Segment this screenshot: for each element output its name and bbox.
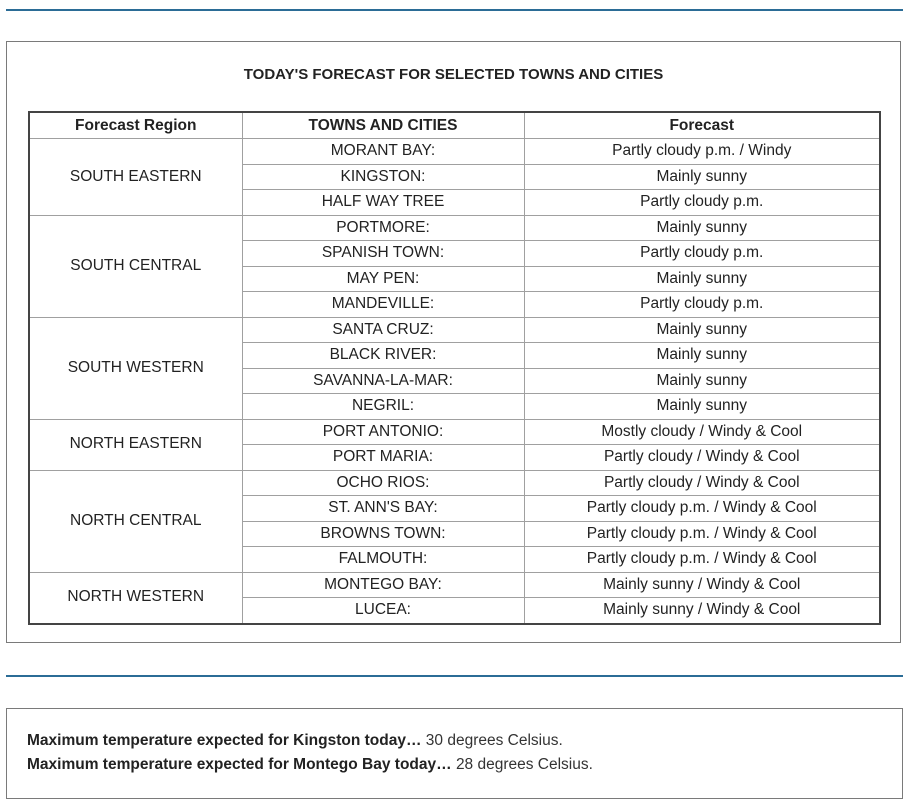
forecast-cell: Partly cloudy p.m. / Windy & Cool xyxy=(524,547,880,573)
forecast-cell: Mainly sunny xyxy=(524,368,880,394)
forecast-table-body xyxy=(29,139,880,624)
region-cell: NORTH CENTRAL xyxy=(29,470,242,572)
montego-bay-temperature-line xyxy=(27,756,593,774)
region-cell: NORTH WESTERN xyxy=(29,572,242,624)
table-row xyxy=(29,572,880,598)
town-cell: BROWNS TOWN: xyxy=(242,521,524,547)
top-divider xyxy=(6,9,903,11)
forecast-cell: Partly cloudy / Windy & Cool xyxy=(524,445,880,471)
forecast-panel xyxy=(6,41,901,643)
forecast-cell: Mostly cloudy / Windy & Cool xyxy=(524,419,880,445)
montego-bay-temperature-value: 28 degrees Celsius. xyxy=(455,756,593,773)
forecast-table xyxy=(28,111,881,625)
town-cell: OCHO RIOS: xyxy=(242,470,524,496)
town-cell: SAVANNA-LA-MAR: xyxy=(242,368,524,394)
forecast-cell: Mainly sunny xyxy=(524,343,880,369)
table-row xyxy=(29,419,880,445)
montego-bay-temperature-label: Maximum temperature expected for Montego Bay today… xyxy=(27,756,452,773)
town-cell: KINGSTON: xyxy=(242,164,524,190)
column-header-region: Forecast Region xyxy=(29,112,242,139)
forecast-cell: Partly cloudy p.m. / Windy & Cool xyxy=(524,521,880,547)
town-cell: PORTMORE: xyxy=(242,215,524,241)
table-row xyxy=(29,215,880,241)
kingston-temperature-line xyxy=(27,732,563,750)
town-cell: BLACK RIVER: xyxy=(242,343,524,369)
town-cell: PORT ANTONIO: xyxy=(242,419,524,445)
kingston-temperature-value: 30 degrees Celsius. xyxy=(425,732,563,749)
forecast-cell: Partly cloudy p.m. / Windy & Cool xyxy=(524,496,880,522)
forecast-cell: Mainly sunny xyxy=(524,164,880,190)
town-cell: NEGRIL: xyxy=(242,394,524,420)
forecast-cell: Partly cloudy p.m. / Windy xyxy=(524,139,880,165)
forecast-cell: Partly cloudy p.m. xyxy=(524,241,880,267)
kingston-temperature-label: Maximum temperature expected for Kingston today… xyxy=(27,732,422,749)
column-header-towns: TOWNS AND CITIES xyxy=(242,112,524,139)
forecast-cell: Partly cloudy p.m. xyxy=(524,190,880,216)
town-cell: PORT MARIA: xyxy=(242,445,524,471)
table-header-row xyxy=(29,112,880,139)
town-cell: FALMOUTH: xyxy=(242,547,524,573)
table-row xyxy=(29,317,880,343)
region-cell: SOUTH WESTERN xyxy=(29,317,242,419)
forecast-title: TODAY'S FORECAST FOR SELECTED TOWNS AND CITIES xyxy=(243,66,664,83)
forecast-cell: Partly cloudy / Windy & Cool xyxy=(524,470,880,496)
forecast-cell: Mainly sunny / Windy & Cool xyxy=(524,598,880,624)
forecast-cell: Mainly sunny xyxy=(524,394,880,420)
town-cell: ST. ANN'S BAY: xyxy=(242,496,524,522)
forecast-cell: Mainly sunny xyxy=(524,266,880,292)
town-cell: LUCEA: xyxy=(242,598,524,624)
table-row xyxy=(29,139,880,165)
town-cell: HALF WAY TREE xyxy=(242,190,524,216)
region-cell: SOUTH EASTERN xyxy=(29,139,242,216)
town-cell: SPANISH TOWN: xyxy=(242,241,524,267)
region-cell: SOUTH CENTRAL xyxy=(29,215,242,317)
temperature-panel xyxy=(6,708,903,799)
middle-divider xyxy=(6,675,903,677)
town-cell: SANTA CRUZ: xyxy=(242,317,524,343)
town-cell: MORANT BAY: xyxy=(242,139,524,165)
town-cell: MONTEGO BAY: xyxy=(242,572,524,598)
table-row xyxy=(29,470,880,496)
column-header-forecast: Forecast xyxy=(524,112,880,139)
region-cell: NORTH EASTERN xyxy=(29,419,242,470)
forecast-cell: Mainly sunny xyxy=(524,317,880,343)
forecast-cell: Mainly sunny / Windy & Cool xyxy=(524,572,880,598)
town-cell: MANDEVILLE: xyxy=(242,292,524,318)
forecast-cell: Partly cloudy p.m. xyxy=(524,292,880,318)
forecast-cell: Mainly sunny xyxy=(524,215,880,241)
town-cell: MAY PEN: xyxy=(242,266,524,292)
